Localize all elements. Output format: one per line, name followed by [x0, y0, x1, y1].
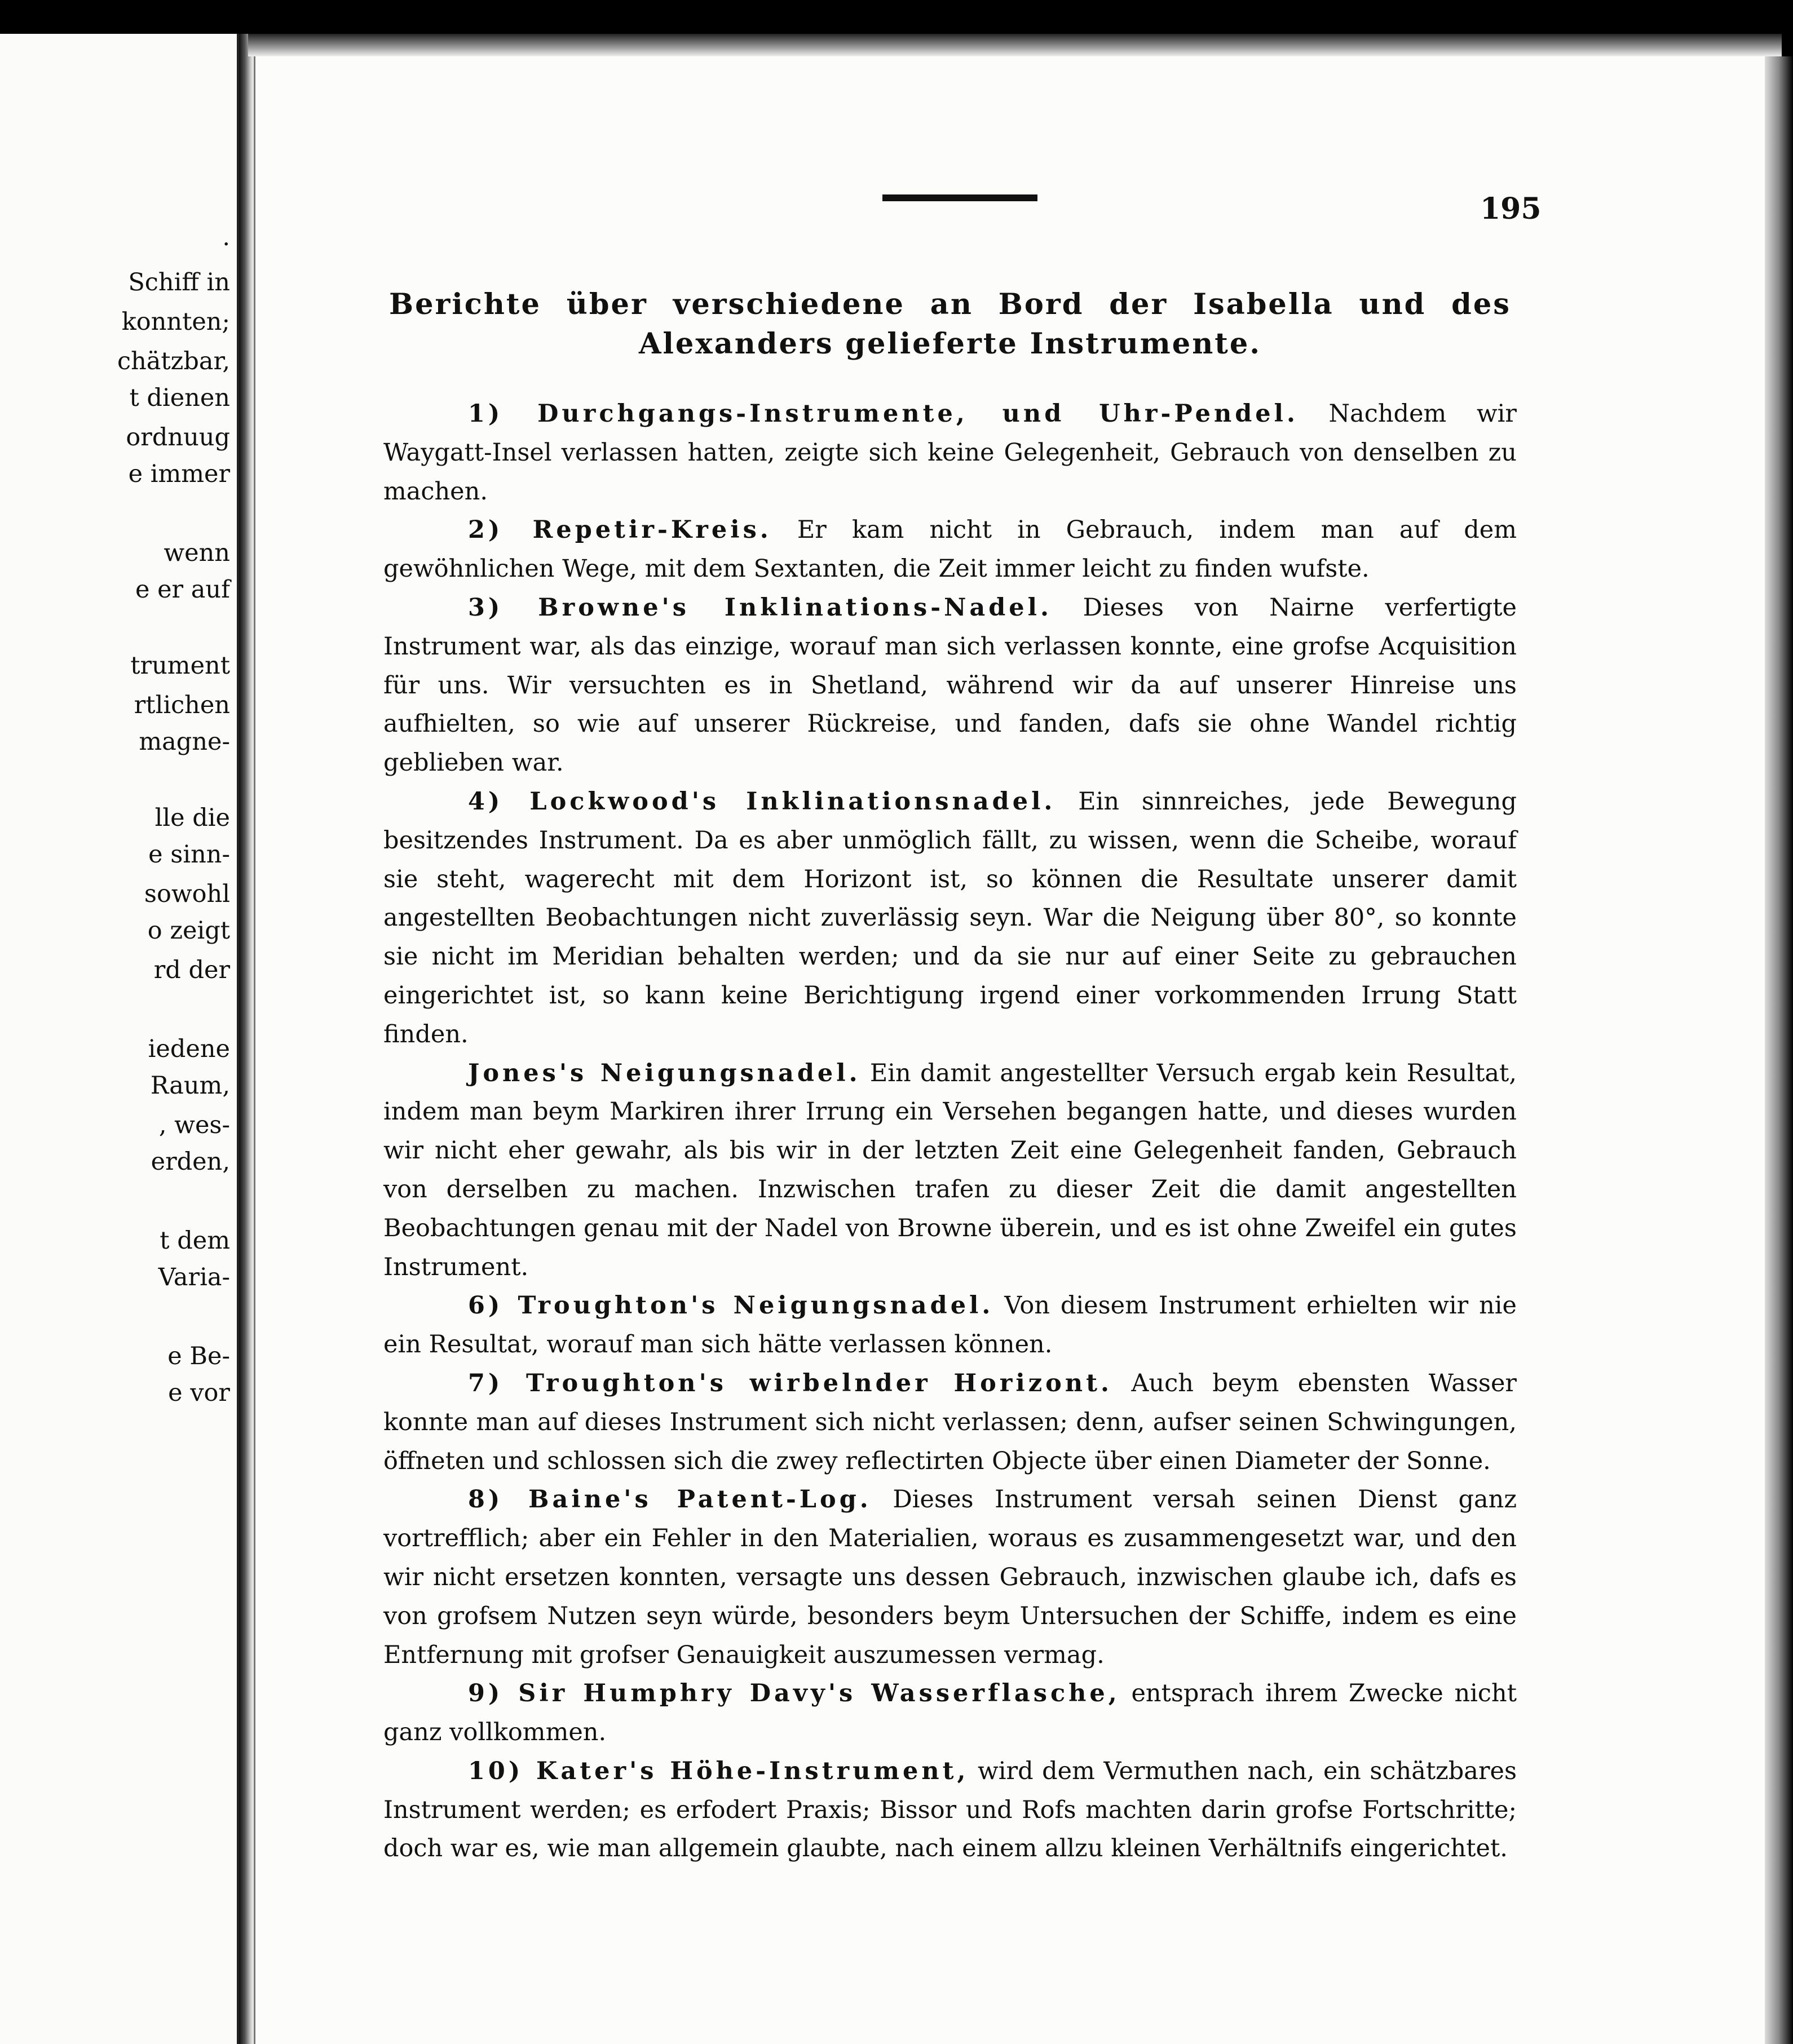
- left-page-fragment: o zeigt: [147, 917, 230, 945]
- paragraph: [383, 1480, 1517, 1674]
- paragraph-text: Er kam nicht in Gebrauch, indem man auf dem gewöhnlichen Wege, mit dem Sextanten, die Zeit immer leicht zu finden wufste.: [383, 516, 1517, 583]
- paragraph-text: entsprach ihrem Zwecke nicht ganz vollkommen.: [383, 1679, 1517, 1747]
- left-page-fragment: e sinn-: [148, 840, 230, 869]
- left-page-fragment: chätzbar,: [117, 347, 230, 375]
- paragraph-text: Dieses von Nairne verfertigte Instrument war, als das einzige, worauf man sich verlassen konnte, eine grofse Acquisition für uns. Wir versuchten es in Shetland, während wir da auf unserer Hinreise uns aufhielten, so wie auf unserer Rückreise, und fanden, dafs sie ohne Wandel richtig geblieben war.: [383, 593, 1517, 777]
- left-page-fragment: rtlichen: [134, 691, 230, 719]
- left-page-fragment: lle die: [154, 804, 230, 832]
- left-page-fragment: magne-: [139, 728, 230, 756]
- left-page-fragment: rd der: [153, 956, 230, 984]
- page-title: [389, 285, 1511, 364]
- page-top-edge: [248, 34, 1782, 56]
- paragraph-heading: 9) Sir Humphry Davy's Wasserflasche,: [468, 1679, 1120, 1708]
- left-page-fragment: e immer: [128, 460, 230, 488]
- left-page-fragment: t dienen: [129, 384, 230, 412]
- paragraph-text: Von diesem Instrument erhielten wir nie ein Resultat, worauf man sich hätte verlassen können.: [383, 1291, 1517, 1359]
- left-page-fragment: , wes-: [158, 1111, 230, 1139]
- left-page-fragment: trument: [130, 652, 230, 680]
- paragraph: [383, 589, 1517, 782]
- paragraph: [383, 1054, 1517, 1287]
- paragraph: [383, 395, 1517, 511]
- book-gutter: [239, 34, 254, 2044]
- body-text: [383, 395, 1517, 1868]
- paragraph: [383, 1752, 1517, 1868]
- paragraph: [383, 1286, 1517, 1364]
- left-page-fragment: ordnuug: [126, 423, 230, 452]
- header-rule: [882, 194, 1037, 201]
- title-line-1: Berichte über verschiedene an Bord der Isabella und des: [389, 287, 1511, 321]
- left-page-fragment: erden,: [151, 1148, 230, 1176]
- left-page-fragment: .: [222, 223, 230, 251]
- paragraph: [383, 782, 1517, 1054]
- paragraph-heading: 4) Lockwood's Inklinationsnadel.: [468, 787, 1056, 816]
- left-page-fragment: Schiff in: [128, 268, 230, 297]
- paragraph: [383, 1674, 1517, 1752]
- left-page-fragment: wenn: [164, 539, 230, 567]
- left-page-fragment: Varia-: [158, 1263, 230, 1291]
- paragraph-heading: 8) Baine's Patent-Log.: [468, 1485, 872, 1514]
- paragraph-heading: 2) Repetir-Kreis.: [468, 516, 772, 545]
- paragraph-heading: 6) Troughton's Neigungsnadel.: [468, 1291, 994, 1320]
- paragraph-heading: 1) Durchgangs-Instrumente, und Uhr-Pendel.: [468, 400, 1299, 428]
- left-page-fragment: e er auf: [135, 576, 230, 604]
- left-page-fragment: sowohl: [144, 880, 230, 908]
- left-page-fragment: konnten;: [121, 308, 230, 336]
- paragraph-text: wird dem Vermuthen nach, ein schätzbares Instrument werden; es erfodert Praxis; Bissor und Rofs machten darin grofse Fortschritte; doch war es, wie man allgemein glaubte, nach einem allzu kleinen Verhältnifs eingerichtet.: [383, 1757, 1517, 1863]
- paragraph-heading: 7) Troughton's wirbelnder Horizont.: [468, 1369, 1112, 1397]
- left-facing-page: [0, 34, 239, 2044]
- paragraph: [383, 1364, 1517, 1480]
- paragraph-text: Dieses Instrument versah seinen Dienst ganz vortrefflich; aber ein Fehler in den Materialien, woraus es zusammengesetzt war, und den wir nicht ersetzen konnten, versagte uns dessen Gebrauch, inzwischen glaube ich, dafs es von grofsem Nutzen seyn würde, besonders beym Untersuchen der Schiffe, indem es eine Entfernung mit grofser Genauigkeit auszumessen vermag.: [383, 1485, 1517, 1669]
- paragraph-text: Auch beym ebensten Wasser konnte man auf dieses Instrument sich nicht verlassen; denn, aufser seinen Schwingungen, öffneten und schlossen sich die zwey reflectirten Objecte über einen Diameter der Sonne.: [383, 1369, 1517, 1475]
- paragraph-heading: 10) Kater's Höhe-Instrument,: [468, 1757, 969, 1785]
- paragraph-heading: 3) Browne's Inklinations-Nadel.: [468, 593, 1052, 622]
- paragraph-heading: Jones's Neigungsnadel.: [468, 1059, 861, 1087]
- left-page-fragment: Raum,: [150, 1072, 230, 1100]
- left-page-fragment: e vor: [168, 1379, 230, 1407]
- page-number: 195: [1480, 192, 1542, 226]
- left-page-fragment: e Be-: [167, 1342, 230, 1370]
- paragraph-text: Nachdem wir Waygatt-Insel verlassen hatten, zeigte sich keine Gelegenheit, Gebrauch von denselben zu machen.: [383, 400, 1517, 506]
- left-page-fragment: t dem: [160, 1227, 230, 1255]
- title-line-2: Alexanders gelieferte Instrumente.: [638, 327, 1262, 361]
- page-right-edge: [1765, 56, 1793, 2044]
- left-page-fragment: iedene: [148, 1035, 230, 1063]
- paragraph-text: Ein sinnreiches, jede Bewegung besitzendes Instrument. Da es aber unmöglich fällt, zu wissen, wenn die Scheibe, worauf sie steht, wagerecht mit dem Horizont ist, so können die Resultate unserer damit angestellten Beobachtungen nicht zuverlässig seyn. War die Neigung über 80°, so konnte sie nicht im Meridian behalten werden; und da sie nur auf einer Seite zu gebrauchen eingerichtet ist, so kann keine Berichtigung irgend einer vorkommenden Irrung Statt finden.: [383, 787, 1517, 1048]
- paragraph-text: Ein damit angestellter Versuch ergab kein Resultat, indem man beym Markiren ihrer Irrung ein Versehen begangen hatte, und dieses wurden wir nicht eher gewahr, als bis wir in der letzten Zeit eine Gelegenheit fanden, Gebrauch von derselben zu machen. Inzwischen trafen zu dieser Zeit die damit angestellten Beobachtungen genau mit der Nadel von Browne überein, und es ist ohne Zweifel ein gutes Instrument.: [383, 1059, 1517, 1281]
- paragraph: [383, 511, 1517, 589]
